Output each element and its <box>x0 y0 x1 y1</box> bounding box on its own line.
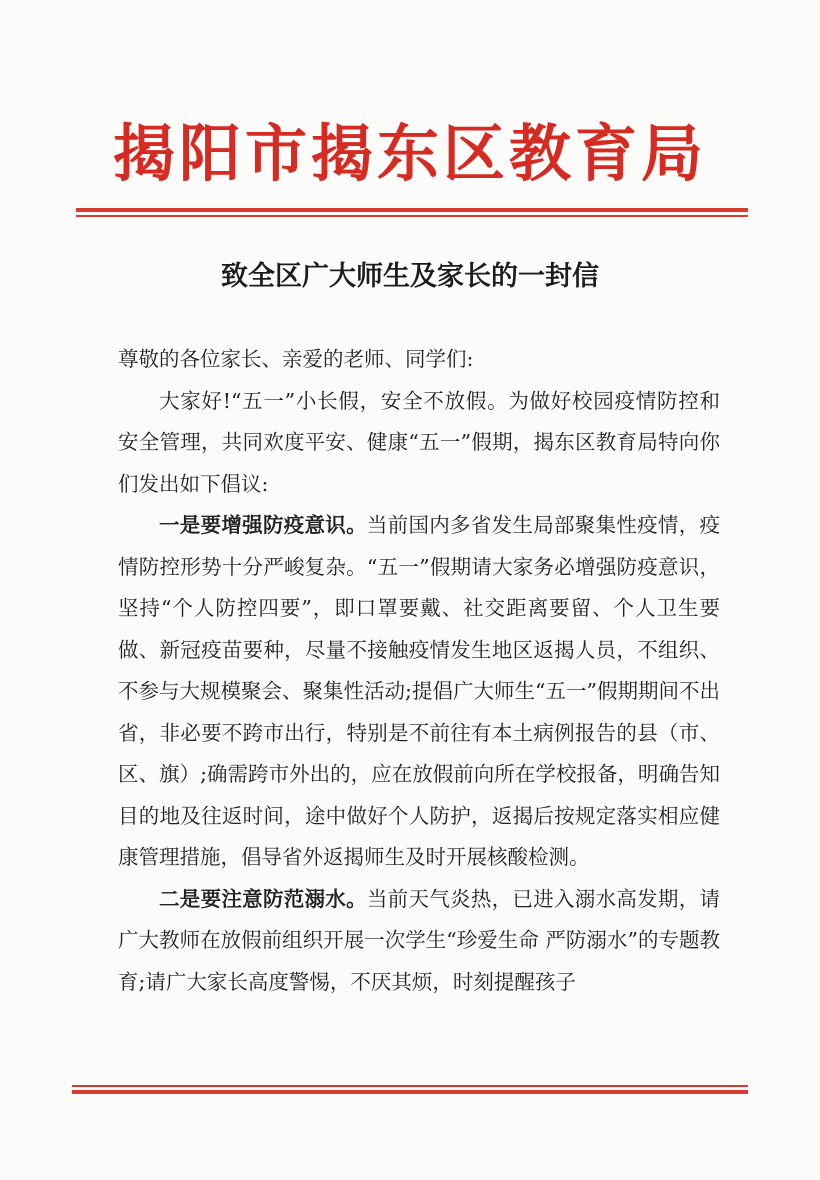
paragraph-lead: 二是要注意防范溺水。 <box>159 886 367 911</box>
paragraph-drowning-prevention <box>118 879 720 1004</box>
header-rule-thin <box>76 215 748 217</box>
letter-body <box>118 339 720 1003</box>
paragraph-text: 当前天气炎热，已进入溺水高发期，请广大教师在放假前组织开展一次学生“珍爱生命 严防溺水”的专题教育;请广大家长高度警惕，不厌其烦，时刻提醒孩子 <box>118 886 721 994</box>
header-rule-thick <box>76 208 748 212</box>
paragraph-lead: 一是要增强防疫意识。 <box>159 513 367 537</box>
salutation: 尊敬的各位家长、亲爱的老师、同学们: <box>118 347 474 371</box>
paragraph-text: 当前国内多省发生局部聚集性疫情，疫情防控形势十分严峻复杂。“五一”假期请大家务必增强防疫意识，坚持“个人防控四要”，即口罩要戴、社交距离要留、个人卫生要做、新冠疫苗要种，尽量不接触疫情发生地区返揭人员，不组织、不参与大规模聚会、聚集性活动;提倡广大师生“五一”假期期间不出省，非必要不跨市出行，特别是不前往有本土病例报告的县（市、区、旗）;确需跨市外出的，应在放假前向所在学校报备，明确告知目的地及往返时间，途中做好个人防护，返揭后按规定落实相应健康管理措施，倡导省外返揭师生及时开展核酸检测。 <box>118 513 721 869</box>
paragraph-text: 大家好!“五一”小长假，安全不放假。为做好校园疫情防控和安全管理，共同欢度平安、健康“五一”假期，揭东区教育局特向你们发出如下倡议: <box>118 388 720 496</box>
issuer-header: 揭阳市揭东区教育局 <box>112 117 707 190</box>
footer-rule-thin <box>72 1085 748 1087</box>
letter-title: 致全区广大师生及家长的一封信 <box>221 261 599 292</box>
paragraph-epidemic-prevention <box>118 505 720 879</box>
paragraph-greeting <box>118 381 720 506</box>
footer-rule-thick <box>72 1090 748 1094</box>
